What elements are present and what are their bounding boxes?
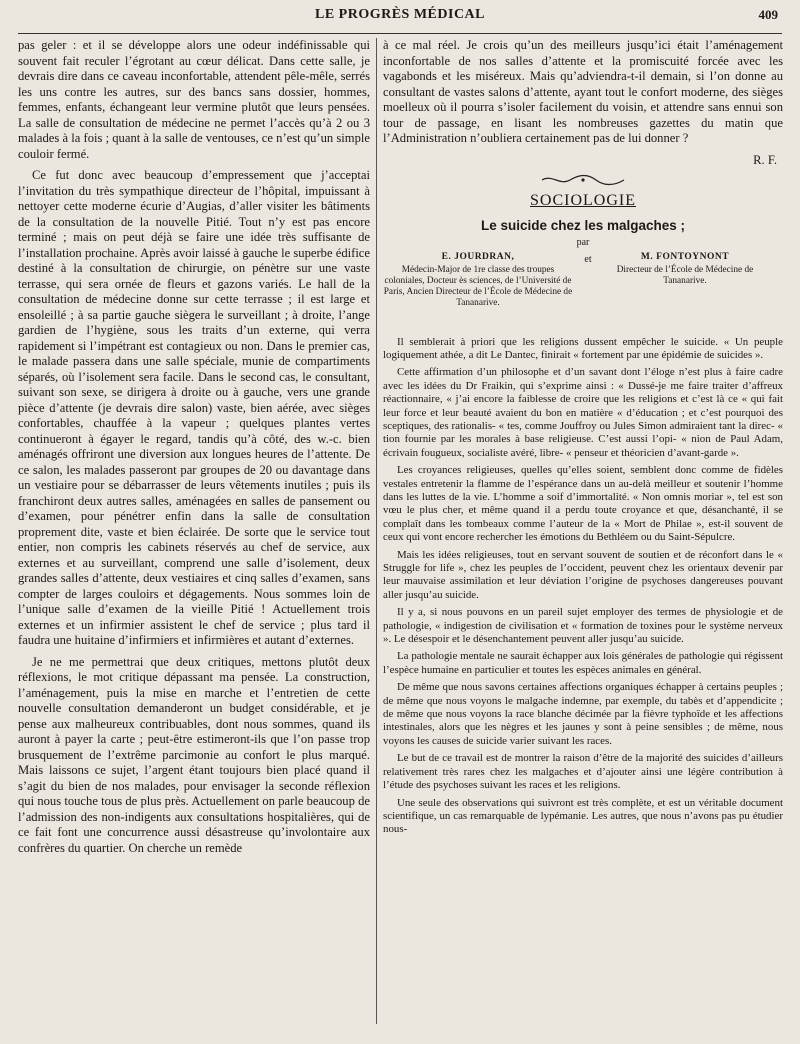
journal-title: LE PROGRÈS MÉDICAL — [314, 7, 486, 22]
author-credentials: Directeur de l’École de Médecine de Tananarive. — [616, 264, 754, 286]
ornament-divider — [383, 172, 783, 190]
signature: R. F. — [753, 152, 777, 167]
left-paragraph: pas geler : et il se développe alors une odeur indéfinissable qui souvent fait reculer l’égrotant au cœur délicat. Dans cette salle, je devrais dire dans ce caveau inconfortable, attendent pêle-mêle, serrés les uns contre les autres, sur des bancs sans dossier, hommes, femmes, enfants, échangeant leur vermine plutôt que leurs pensées. La salle de consultation de médecine ne permet l’accès qu’à 2 ou 3 malades à la fois ; quant à la salle de ventouses, ce n’est qu’un simple couloir fermé. — [18, 38, 370, 161]
body-paragraph: De même que nous savons certaines affections organiques échapper à certains peuples ; de même que nous voyons le malgache indemne, par exemple, du tabès et d’appendicite ; de même que nous voyons la race blanche décimée par la fièvre typhoïde et les affections intestinales, alors que les nègres et les jaunes y sont à peine sensibles ; de même, nous voyons les causes de suicide varier suivant les races. — [383, 681, 783, 747]
left-paragraph: Ce fut donc avec beaucoup d’empressement que j’acceptai l’invitation du très sympathique directeur de l’hôpital, impuissant à nettoyer cette moderne écurie d’Augias, d’aller visiter les bâtiments de la consultation de la nouvelle Pitié. Tout n’y est pas encore terminé ; mais on peut déjà se faire une idée très suffisante de l’installation prochaine. Après avoir laissé à gauche le superbe édifice destiné à la consultation de chirurgie, on pénètre sur une vaste terrasse, qui sera ornée de fleurs et gazons variés. Le hall de la consultation de médecine donne sur cette terrasse ; il est large et ensoleillé ; à sa partie gauche siègera le surveillant ; à droite, l’ange gardien de l’hygiène, sous les traits d’un externe, qui verra rapidement si l’impétrant est contagieux ou non. Dans le premier cas, le malade passera dans une salle spéciale, munie de compartiments séparés, où l’isolement sera facile. Dans le second cas, le consultant, suivant son sexe, se dirigera à droite ou à gauche, vers une grande pièce d’attente (je devrais dire salon) vaste, bien aérée, avec sièges confortables, chauffée à la vapeur ; quelques plantes vertes continueront à égayer le regard, tandis qu’à côté, des w.-c. bien aménagés offriront une diversion aux longues heures de l’attente. De ce salon, les malades passeront par groupes de 20 ou davantage dans un vestiaire pour se débarrasser de leurs vêtements inutiles ; puis ils franchiront deux autres salles, aménagées en salles de pansement ou d’examen, pour pénétrer enfin dans la salle de consultation proprement dite, vaste et bien éclairée. De sorte que le service tout entier, non compris les cabinets réservés au chef de service, aux externes et au surveillant, comprend une salle d’isolement, deux grandes salles d’attente, deux vestiaires et cinq salles d’examen, sans compter de larges couloirs et dégagements. Nous sommes loin de l’unique salle d’examen de la vieille Pitié ! Actuellement trois externes et un infirmier assistent le chef de service ; plus tard il faudra une huitaine d’infirmiers et infirmières et autant d’externes. — [18, 168, 370, 647]
body-paragraph: Les croyances religieuses, quelles qu’elles soient, semblent donc comme de fidèles vestales entretenir la flamme de l’espérance dans un au-delà meilleur et soutenir l’homme dans les luttes de la vie. L’homme a soif d’immortalité. « Non omnis moriar », tel est son vœu le plus cher, et même quand il a perdu toute croyance et que, désanchanté, il se complaît dans les tombeaux comme l’auteur de la « Mort de Philae », est-il souvent de ceux qui vont encore rechercher les émotions du Bethléem ou du Saint-Sépulcre. — [383, 464, 783, 544]
left-column — [18, 38, 370, 862]
page-header — [18, 6, 782, 28]
article-title: Le suicide chez les malgaches ; — [480, 217, 686, 233]
right-column — [383, 38, 783, 841]
author-jourdran — [383, 252, 573, 309]
page-number: 409 — [758, 7, 778, 22]
author-name: M. FONTOYNONT — [640, 251, 730, 262]
body-paragraph: Le but de ce travail est de montrer la raison d’être de la majorité des suicides d’ailleurs relativement très rares chez les malgaches et d’ajouter ainsi une légère contribution à l’étude des psychoses suivant les races et les religions. — [383, 752, 783, 792]
author-fontoynont — [595, 252, 775, 287]
column-divider — [376, 38, 377, 1024]
article-body — [383, 336, 783, 837]
section-heading: SOCIOLOGIE — [530, 191, 636, 209]
left-paragraph: Je ne me permettrai que deux critiques, mettons plutôt deux réflexions, le mot critique dépassant ma pensée. La construction, l’aménagement, puis la mise en marche et l’entretien de cette nouvelle consultation demanderont un budget considérable, et je pense aux malheureux contribuables, dont nous sommes, quand ils auront à payer la carte ; peut-être estimeront-ils que l’on passe trop brusquement de l’extrême parcimonie au confort le plus marqué. Mais laissons ce sujet, l’argent étant toujours bien placé quand il s’agit du bien de nos malades, pour envisager la seconde réflexion qui nous touche tous de plus près. Actuellement on parle beaucoup de l’admission des non-indigents aux consultations hospitalières, qui de ce fait font une concurrence aussi désastreuse qu’involontaire aux confrères du quartier. On cherche un remède — [18, 654, 370, 855]
author-name: E. JOURDRAN, — [441, 251, 515, 262]
author-block — [383, 252, 783, 330]
body-paragraph: Cette affirmation d’un philosophe et d’un savant dont l’éloge n’est plus à faire cadre avec les idées du Dr Fraikin, qui s’exprime ainsi : « Dussé-je me faire traiter d’affreux réactionnaire, « j’ai encore la faiblesse de croire que les religions et c’est là ce « qui fait leur force et leur beauté avaient du bon en matière « d’éducation ; et c’est pourquoi des sceptiques, des rationalis- « tes, comme Jouffroy ou Jules Simon admiraient tant la direc- « tion fournie par les morales à base religieuse. C’est aussi l’opi- « nion de Paul Adam, écrivain fougueux, socialiste avéré, libre- « penseur et théoricien d’avant-garde ». — [383, 366, 783, 459]
body-paragraph: Il y a, si nous pouvons en un pareil sujet employer des termes de physiologie et de pathologie, « indigestion de civilisation et « formation de toxines pour le système nerveux ». Le désespoir et le désenchantement peuvent aller jusqu’au suicide. — [383, 606, 783, 646]
author-conjunction: et — [584, 253, 592, 265]
body-paragraph: Une seule des observations qui suivront est très complète, et est un véritable document scientifique, un cas remarquable de lypémanie. Les autres, que nous n’avons pas pu étudier nous- — [383, 796, 783, 836]
right-paragraph-continued: à ce mal réel. Je crois qu’un des meilleurs jusqu’ici était l’aménagement inconfortable de nos salles d’attente et la promiscuité forcée avec les vagabonds et les miséreux. Mais qu’adviendra-t-il demain, si l’on donne au consultant de vastes salons d’attente, ayant tout le confort moderne, des sièges moelleux où il pourra s’isoler facilement du voisin, et attendre sans ennui son tour de passage, en lisant les nombreuses gazettes du matin que l’Administration n’oubliera certainement pas de lui donner ? — [383, 38, 783, 145]
body-paragraph: Mais les idées religieuses, tout en servant souvent de soutien et de réconfort dans le « Struggle for life », chez les peuples de l’occident, peuvent chez les orientaux devenir par leur mauvaise assimilation et leur déviation l’origine de psychoses dangereuses pouvant aller jusqu’au suicide. — [383, 548, 783, 601]
author-credentials: Médecin-Major de 1re classe des troupes coloniales, Docteur ès sciences, de l’Université de Paris, Ancien Directeur de l’École de Médecine de Tananarive. — [383, 264, 573, 308]
header-rule — [18, 33, 782, 34]
body-paragraph: Il semblerait à priori que les religions dussent empêcher le suicide. « Un peuple logiquement athée, a dit Le Dantec, finirait « fortement par une épidémie de suicides ». — [383, 335, 783, 361]
body-paragraph: La pathologie mentale ne saurait échapper aux lois générales de pathologie qui régissent l’espèce humaine en particulier et toutes les espèces animales en général. — [383, 650, 783, 676]
byline-par: par — [576, 236, 590, 248]
